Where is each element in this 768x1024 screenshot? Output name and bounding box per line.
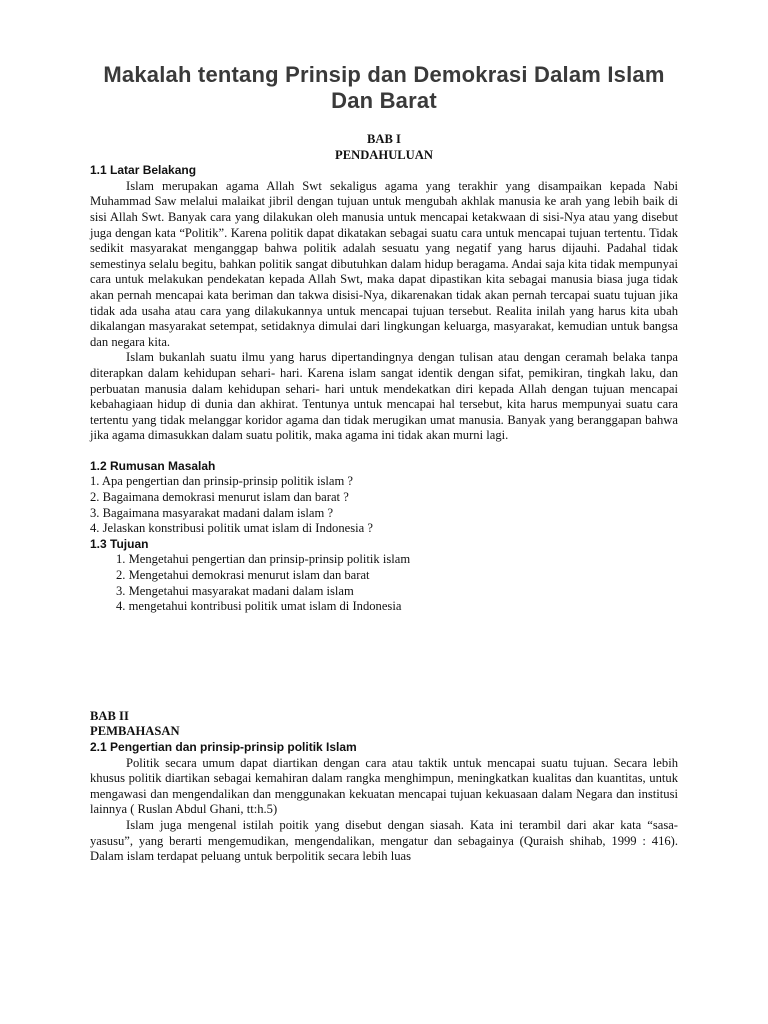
document-body xyxy=(90,132,678,865)
section-heading: 1.2 Rumusan Masalah xyxy=(90,458,216,473)
section-heading: 1.3 Tujuan xyxy=(90,536,149,551)
paragraph: Politik secara umum dapat diartikan dengan cara atau taktik untuk mencapai suatu tujuan. Secara lebih khusus politik diartikan sebagai kemahiran dalam rangka menghimpun, meningkatkan kualitas dan kuantitas, untuk mengawasi dan mengendalikan dan menggunakan kekuatan mencapai tujuan kekuasaan dalam Negara dan institusi lainnya ( Ruslan Abdul Ghani, tt:h.5) xyxy=(90,755,678,817)
paragraph: Islam juga mengenal istilah poitik yang disebut dengan siasah. Kata ini terambil dari akar kata “sasa-yasusu”, yang berarti mengemudikan, mengendalikan, mengatur dan sebagainya (Quraish shihab, 1999 : 416). Dalam islam terdapat peluang untuk berpolitik secara lebih luas xyxy=(90,817,678,864)
list-item: 4. Jelaskan konstribusi politik umat islam di Indonesia ? xyxy=(90,521,373,536)
chapter-subheading: PENDAHULUAN xyxy=(335,147,433,162)
list-item: 1. Mengetahui pengertian dan prinsip-prinsip politik islam xyxy=(116,552,411,567)
document-title: Makalah tentang Prinsip dan Demokrasi Dalam Islam Dan Barat xyxy=(103,62,665,113)
section-heading: 2.1 Pengertian dan prinsip-prinsip politik Islam xyxy=(90,740,357,754)
paragraph: Islam bukanlah suatu ilmu yang harus dipertandingnya dengan tulisan atau dengan ceramah belaka tanpa diterapkan dalam kehidupan sehari- hari. Karena islam sangat identik dengan sifat, pemikiran, tingkah laku, dan perbuatan manusia dalam kehidupan sehari- hari untuk mendekatkan diri kepada Allah dengan tujuan mencapai kebahagiaan hidup di dunia dan akhirat. Tentunya untuk mencapai hal tersebut, kita harus mempunyai suatu cara tertentu yang tidak melanggar koridor agama dan tidak merugikan umat manusia. Banyak yang beranggapan bahwa jika agama dimasukkan dalam suatu politik, maka agama ini tidak akan murni lagi. xyxy=(90,350,678,443)
list-item: 3. Bagaimana masyarakat madani dalam islam ? xyxy=(90,505,334,520)
list-item: 2. Mengetahui demokrasi menurut islam dan barat xyxy=(116,568,370,583)
spacer xyxy=(90,615,678,709)
chapter-subheading: PEMBAHASAN xyxy=(90,724,180,739)
chapter-heading: BAB II xyxy=(90,708,129,723)
list-item: 3. Mengetahui masyarakat madani dalam islam xyxy=(116,583,354,598)
objective-list xyxy=(90,552,678,614)
list-item: 4. mengetahui kontribusi politik umat islam di Indonesia xyxy=(116,599,402,614)
chapter-heading: BAB I xyxy=(367,132,401,146)
list-item: 2. Bagaimana demokrasi menurut islam dan barat ? xyxy=(90,490,349,505)
spacer xyxy=(90,444,678,459)
paragraph: Islam merupakan agama Allah Swt sekaligus agama yang terakhir yang disampaikan kepada Nabi Muhammad Saw melalui malaikat jibril dengan tujuan untuk mengubah akhlak manusia ke arah yang lebih baik di sisi Allah Swt. Banyak cara yang dilakukan oleh manusia untuk mencapai ketakwaan di sisi-Nya atau yang disebut juga dengan kata “Politik”. Karena politik dapat dikatakan sebagai suatu cara untuk mencapai tujuan tertentu. Tidak sedikit masyarakat menganggap bahwa politik adalah sesuatu yang negatif yang harus dijauhi. Padahal tidak semestinya selalu begitu, bahkan politik sangat dibutuhkan dalam hidup beragama. Andai saja kita tidak mempunyai cara untuk melakukan pendekatan kepada Allah Swt, maka dapat dipastikan kita sebagai manusia biasa juga tidak akan pernah mencapai kata beriman dan takwa disisi-Nya, dikarenakan tidak akan pernah tercapai suatu tujuan jika tidak ada usaha atau cara yang dilakukannya untuk mencapai tujuan tersebut. Realita inilah yang harus kita ubah dikalangan masyarakat setempat, setidaknya dimulai dari lingkungan keluarga, masyarakat, kemudian untuk bangsa dan negara kita. xyxy=(90,178,678,349)
problem-list xyxy=(90,474,678,536)
list-item: 1. Apa pengertian dan prinsip-prinsip politik islam ? xyxy=(90,474,354,489)
section-heading: 1.1 Latar Belakang xyxy=(90,163,197,178)
